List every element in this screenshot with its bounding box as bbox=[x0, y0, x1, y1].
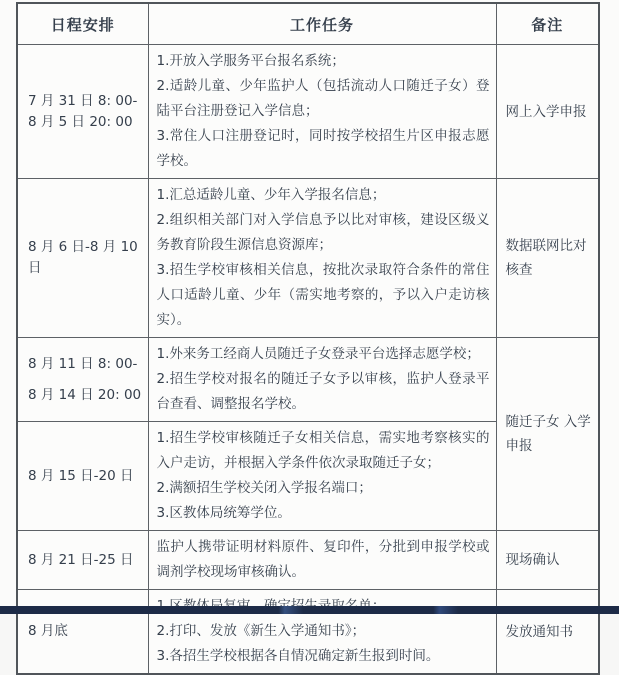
task-item: 3.各招生学校根据各自情况确定新生报到时间。 bbox=[156, 648, 440, 664]
schedule-line: 8 月 6 日-8 月 10 日 bbox=[28, 239, 138, 276]
table-row bbox=[17, 590, 599, 675]
note-cell: 网上入学申报 bbox=[496, 45, 599, 179]
schedule-line: 8 月 15 日-20 日 bbox=[28, 467, 134, 484]
schedule-line: 8 月 11 日 8: 00- bbox=[28, 355, 138, 372]
task-item: 1.开放入学服务平台报名系统； bbox=[156, 53, 345, 69]
note-line: 随迁子女 bbox=[505, 414, 560, 430]
note-cell-merged bbox=[496, 338, 599, 531]
schedule-cell bbox=[17, 590, 148, 675]
task-item: 3.招生学校审核相关信息，按批次录取符合条件的常住人口适龄儿童、少年（需实地考察的，予以入户走访核实）。 bbox=[156, 262, 490, 328]
note-cell: 现场确认 bbox=[496, 531, 599, 590]
tasks-cell bbox=[148, 179, 496, 338]
schedule-cell bbox=[17, 338, 148, 422]
task-item: 3.常住人口注册登记时，同时按学校招生片区申报志愿学校。 bbox=[156, 128, 490, 169]
schedule-cell bbox=[17, 179, 148, 338]
header-note: 备注 bbox=[496, 3, 599, 45]
schedule-line: 8 月 5 日 20: 00 bbox=[28, 113, 133, 130]
table-row bbox=[17, 338, 599, 422]
tasks-cell bbox=[148, 590, 496, 675]
tasks-cell bbox=[148, 531, 496, 590]
tasks-cell bbox=[148, 422, 496, 531]
tasks-cell bbox=[148, 338, 496, 422]
task-item: 2.招生学校对报名的随迁子女予以审核，监护人登录平台查看、调整报名学校。 bbox=[156, 371, 490, 412]
schedule-cell bbox=[17, 45, 148, 179]
table-row bbox=[17, 45, 599, 179]
schedule-cell bbox=[17, 531, 148, 590]
table-row bbox=[17, 179, 599, 338]
task-item: 1.招生学校审核随迁子女相关信息，需实地考察核实的入户走访，并根据入学条件依次录取随迁子女； bbox=[156, 430, 490, 471]
table-header-row bbox=[17, 3, 599, 45]
task-item: 1.外来务工经商人员随迁子女登录平台选择志愿学校； bbox=[156, 346, 480, 362]
schedule-cell bbox=[17, 422, 148, 531]
task-item: 监护人携带证明材料原件、复印件，分批到申报学校或调剂学校现场审核确认。 bbox=[156, 539, 490, 580]
bottom-cropped-banner bbox=[0, 606, 619, 614]
tasks-cell bbox=[148, 45, 496, 179]
header-tasks: 工作任务 bbox=[148, 3, 496, 45]
task-item: 1.汇总适龄儿童、少年入学报名信息； bbox=[156, 187, 386, 203]
schedule-line: 8 月 21 日-25 日 bbox=[28, 551, 134, 568]
note-cell: 数据联网比对核查 bbox=[496, 179, 599, 338]
schedule-line: 8 月底 bbox=[28, 623, 68, 639]
schedule-line: 8 月 14 日 20: 00 bbox=[28, 386, 142, 403]
task-item: 2.适龄儿童、少年监护人（包括流动人口随迁子女）登陆平台注册登记入学信息； bbox=[156, 78, 490, 119]
task-item: 2.打印、发放《新生入学通知书》； bbox=[156, 623, 366, 639]
task-item: 2.满额招生学校关闭入学报名端口； bbox=[156, 480, 372, 496]
note-cell: 发放通知书 bbox=[496, 590, 599, 675]
task-item: 3.区教体局统筹学位。 bbox=[156, 505, 291, 521]
schedule-line: 7 月 31 日 8: 00- bbox=[28, 92, 138, 109]
enrollment-schedule-table bbox=[16, 2, 600, 675]
task-item: 2.组织相关部门对入学信息予以比对审核，建设区级义务教育阶段生源信息资源库； bbox=[156, 212, 490, 253]
note-line: 入学申报 bbox=[505, 414, 591, 454]
table-row bbox=[17, 531, 599, 590]
header-schedule: 日程安排 bbox=[17, 3, 148, 45]
